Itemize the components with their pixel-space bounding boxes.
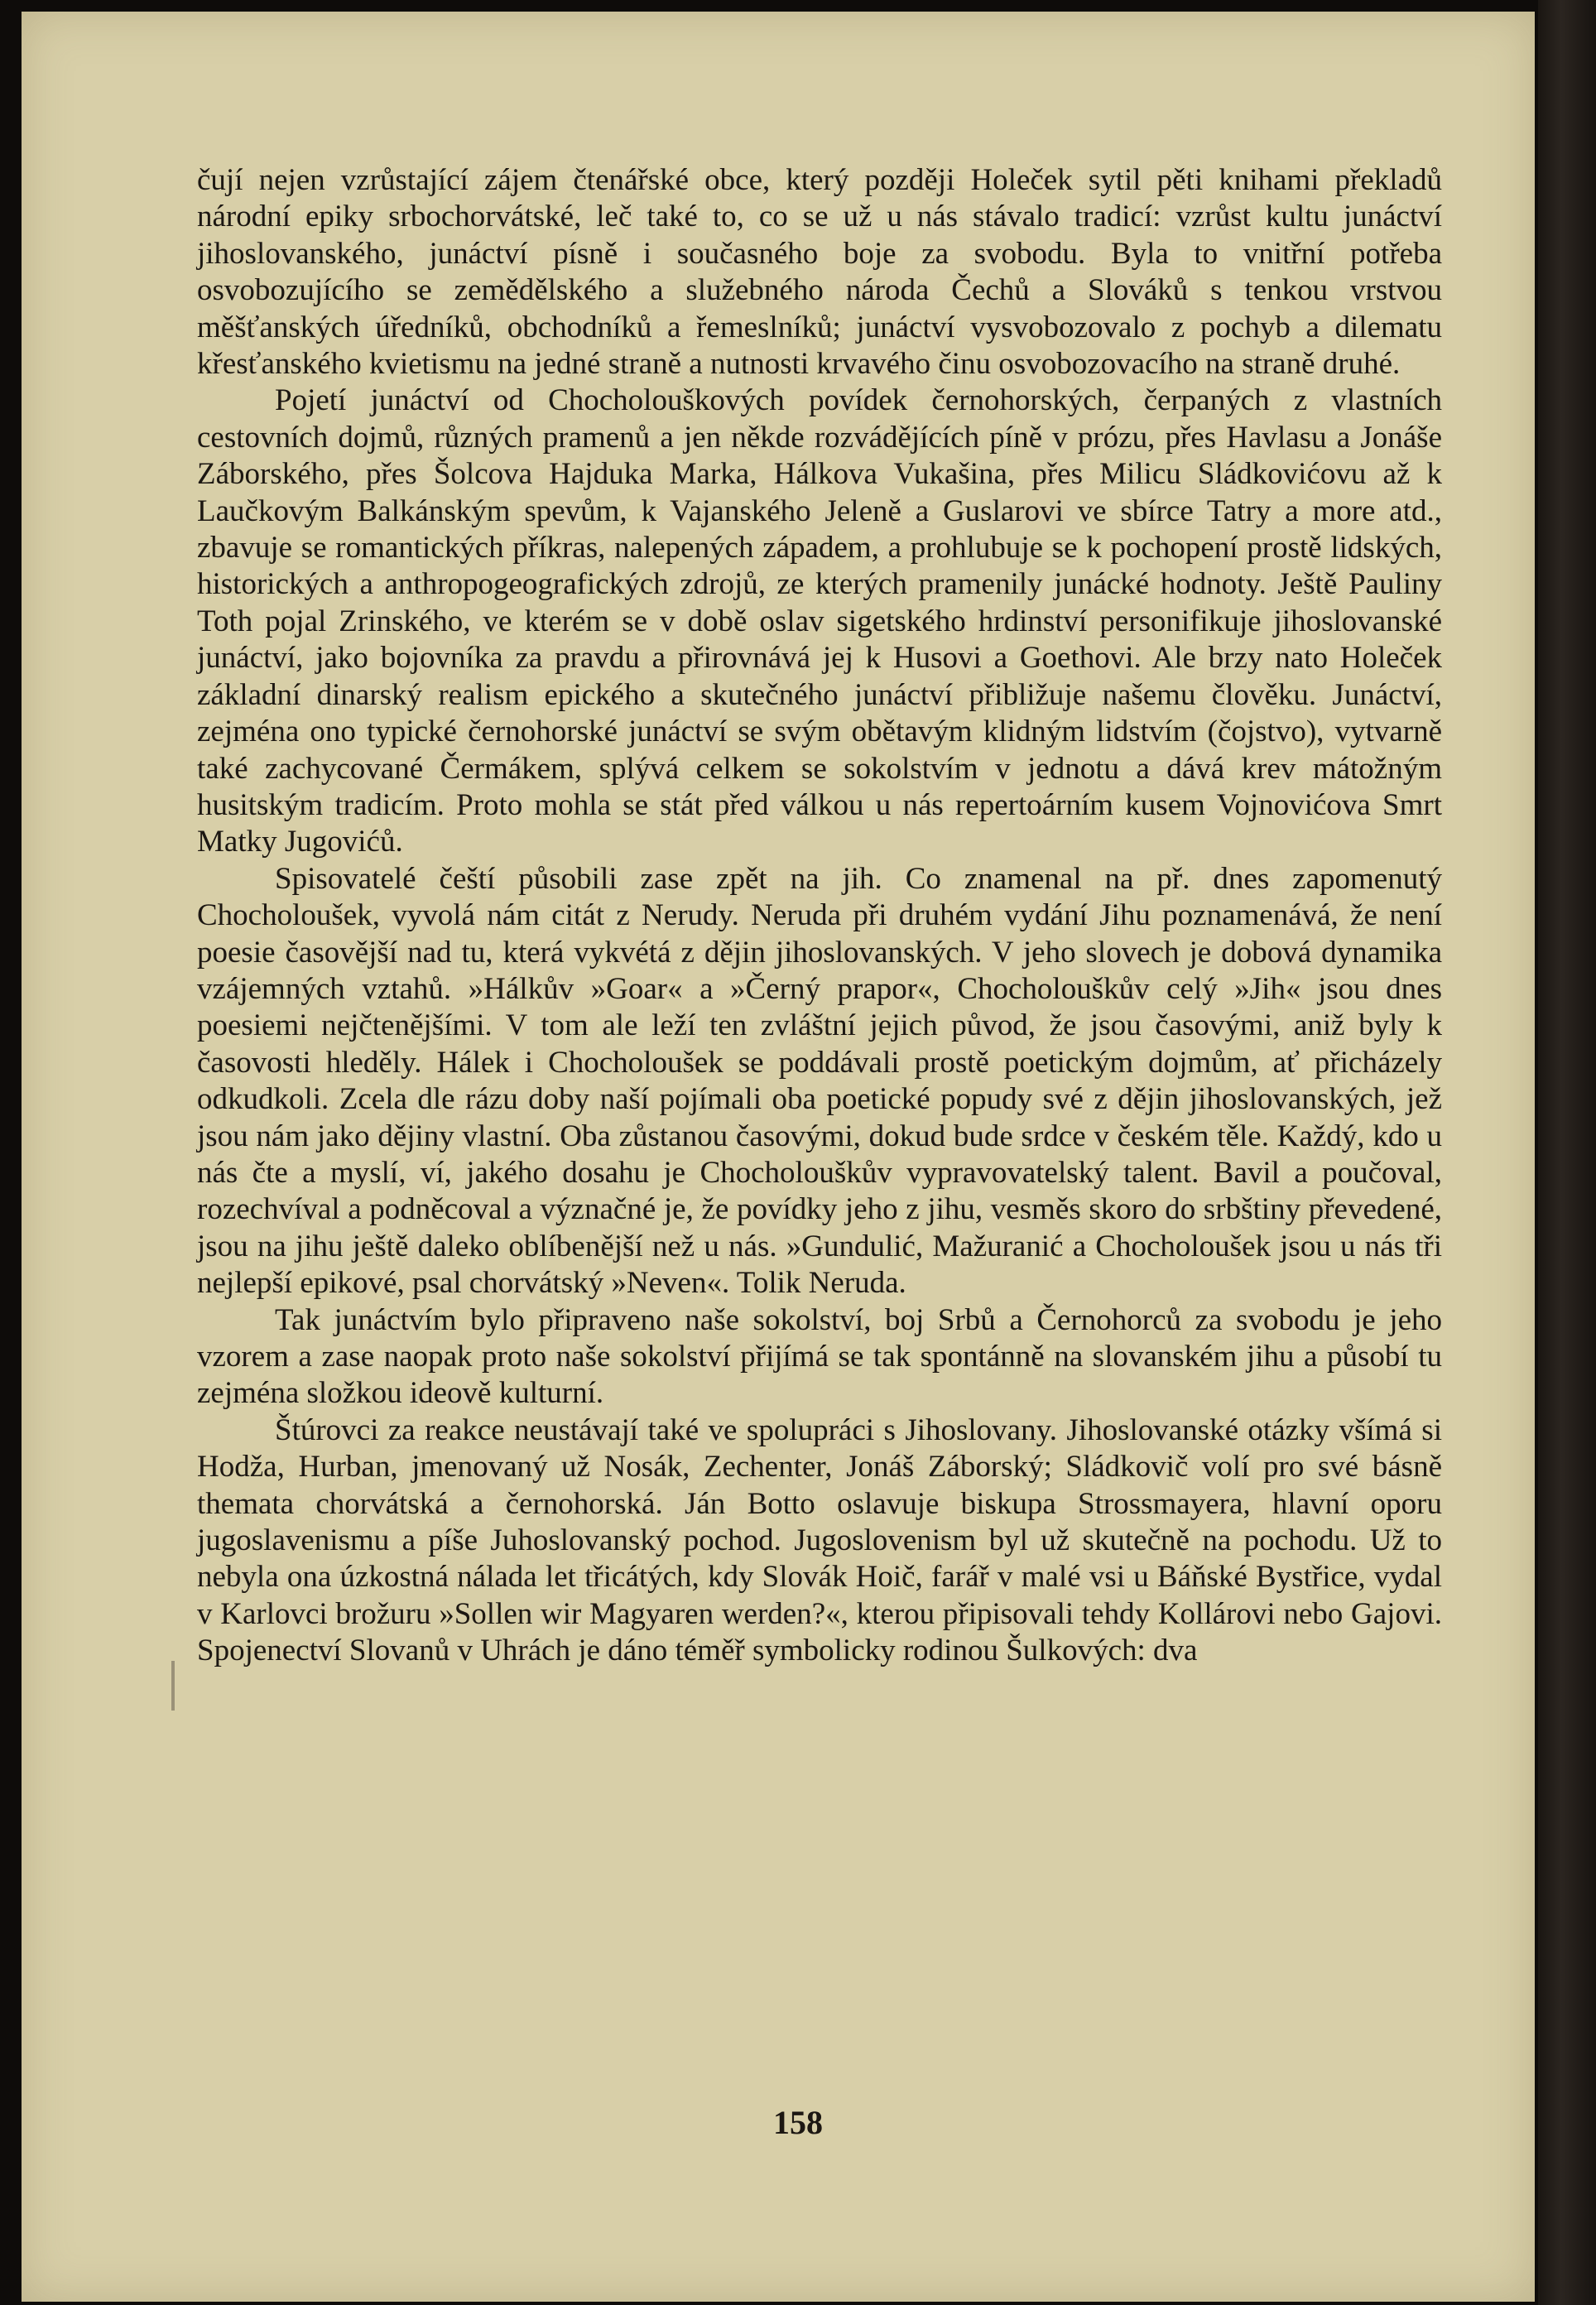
margin-pencil-mark [171,1661,175,1711]
book-spine-edge [1538,0,1596,2305]
paragraph-3: Spisovatelé čeští působili zase zpět na jih. Co znamenal na př. dnes zapomenutý Chocholoušek, vyvolá nám citát z Nerudy. Neruda při druhém vydání Jihu poznamenává, že není poesie časovější nad tu, která vykvétá z dějin jihoslovanských. V jeho slovech je dobová dynamika vzájemných vztahů. »Hálkův »Goar« a »Černý prapor«, Chocholouškův celý »Jih« jsou dnes poesiemi nejčtenějšími. V tom ale leží ten zvláštní jejich původ, že jsou časovými, aniž byly k časovosti hleděly. Hálek i Chocholoušek se poddávali prostě poetickým dojmům, ať přicházely odkudkoli. Zcela dle rázu doby naší pojímali oba poetické popudy své z dějin jihoslovanských, jež jsou nám jako dějiny vlastní. Oba zůstanou časovými, dokud bude srdce v českém těle. Každý, kdo u nás čte a myslí, ví, jakého dosahu je Chocholouškův vypravovatelský talent. Bavil a poučoval, rozechvíval a podněcoval a význačné je, že povídky jeho z jihu, vesměs skoro do srbštiny převedené, jsou na jihu ještě daleko oblíbenější než u nás. »Gundulić, Mažuranić a Chocholoušek jsou u nás tři nejlepší epikové, psal chorvátský »Neven«. Tolik Neruda. [197,861,1442,1301]
body-text [197,162,1442,1670]
paragraph-4: Tak junáctvím bylo připraveno naše sokolství, boj Srbů a Černohorců za svobodu je jeho vzorem a zase naopak proto naše sokolství přijímá se tak spontánně na slovanském jihu a působí tu zejména složkou ideově kulturní. [197,1302,1442,1411]
paragraph-2: Pojetí junáctví od Chocholouškových povídek černohorských, čerpaných z vlastních cestovních dojmů, různých pramenů a jen někde rozvádějících píně v prózu, přes Havlasu a Jonáše Záborského, přes Šolcova Hajduka Marka, Hálkova Vukašina, přes Milicu Sládkovićovu až k Laučkovým Balkánským spevům, k Vajanského Jeleně a Guslarovi ve sbírce Tatry a more atd., zbavuje se romantických příkras, nalepených západem, a prohlubuje se k pochopení prostě lidských, historických a anthropogeografických zdrojů, ze kterých pramenily junácké hodnoty. Ještě Pauliny Toth pojal Zrinského, ve kterém se v době oslav sigetského hrdinství personifikuje jihoslovanské junáctví, jako bojovníka za pravdu a přirovnává jej k Husovi a Goethovi. Ale brzy nato Holeček základní dinarský realism epického a skutečného junáctví přibližuje našemu člověku. Junáctví, zejména ono typické černohorské junáctví se svým obětavým klidným lidstvím (čojstvo), vytvarně také zachycované Čermákem, splývá celkem se sokolstvím v jednotu a dává krev mátožným husitským tradicím. Proto mohla se stát před válkou u nás repertoárním kusem Vojnovićova Smrt Matky Jugovićů. [197,383,1442,859]
paragraph-5: Štúrovci za reakce neustávají také ve spolupráci s Jihoslovany. Jihoslovanské otázky všímá si Hodža, Hurban, jmenovaný už Nosák, Zechenter, Jonáš Záborský; Sládkovič volí pro své básně themata chorvátská a černohorská. Ján Botto oslavuje biskupa Strossmayera, hlavní oporu jugoslavenismu a píše Juhoslovanský pochod. Jugoslovenism byl už skutečně na pochodu. Už to nebyla ona úzkostná nálada let třicátých, kdy Slovák Hoič, farář v malé vsi u Báňské Bystřice, vydal v Karlovci brožuru »Sollen wir Magyaren werden?«, kterou připisovali tehdy Kollárovi nebo Gajovi. Spojenectví Slovanů v Uhrách je dáno téměř symbolicky rodinou Šulkových: dva [197,1412,1442,1668]
paragraph-1: čují nejen vzrůstající zájem čtenářské obce, který později Holeček sytil pěti knihami překladů národní epiky srbochorvátské, leč také to, co se už u nás stávalo tradicí: vzrůst kultu junáctví jihoslovanského, junáctví písně i současného boje za svobodu. Byla to vnitřní potřeba osvobozujícího se zemědělského a služebného národa Čechů a Slováků s tenkou vrstvou měšťanských úředníků, obchodníků a řemeslníků; junáctví vysvobozovalo z pochyb a dilematu křesťanského kvietismu na jedné straně a nutnosti krvavého činu osvobozovacího na straně druhé. [197,163,1442,382]
page-number: 158 [773,2104,823,2141]
